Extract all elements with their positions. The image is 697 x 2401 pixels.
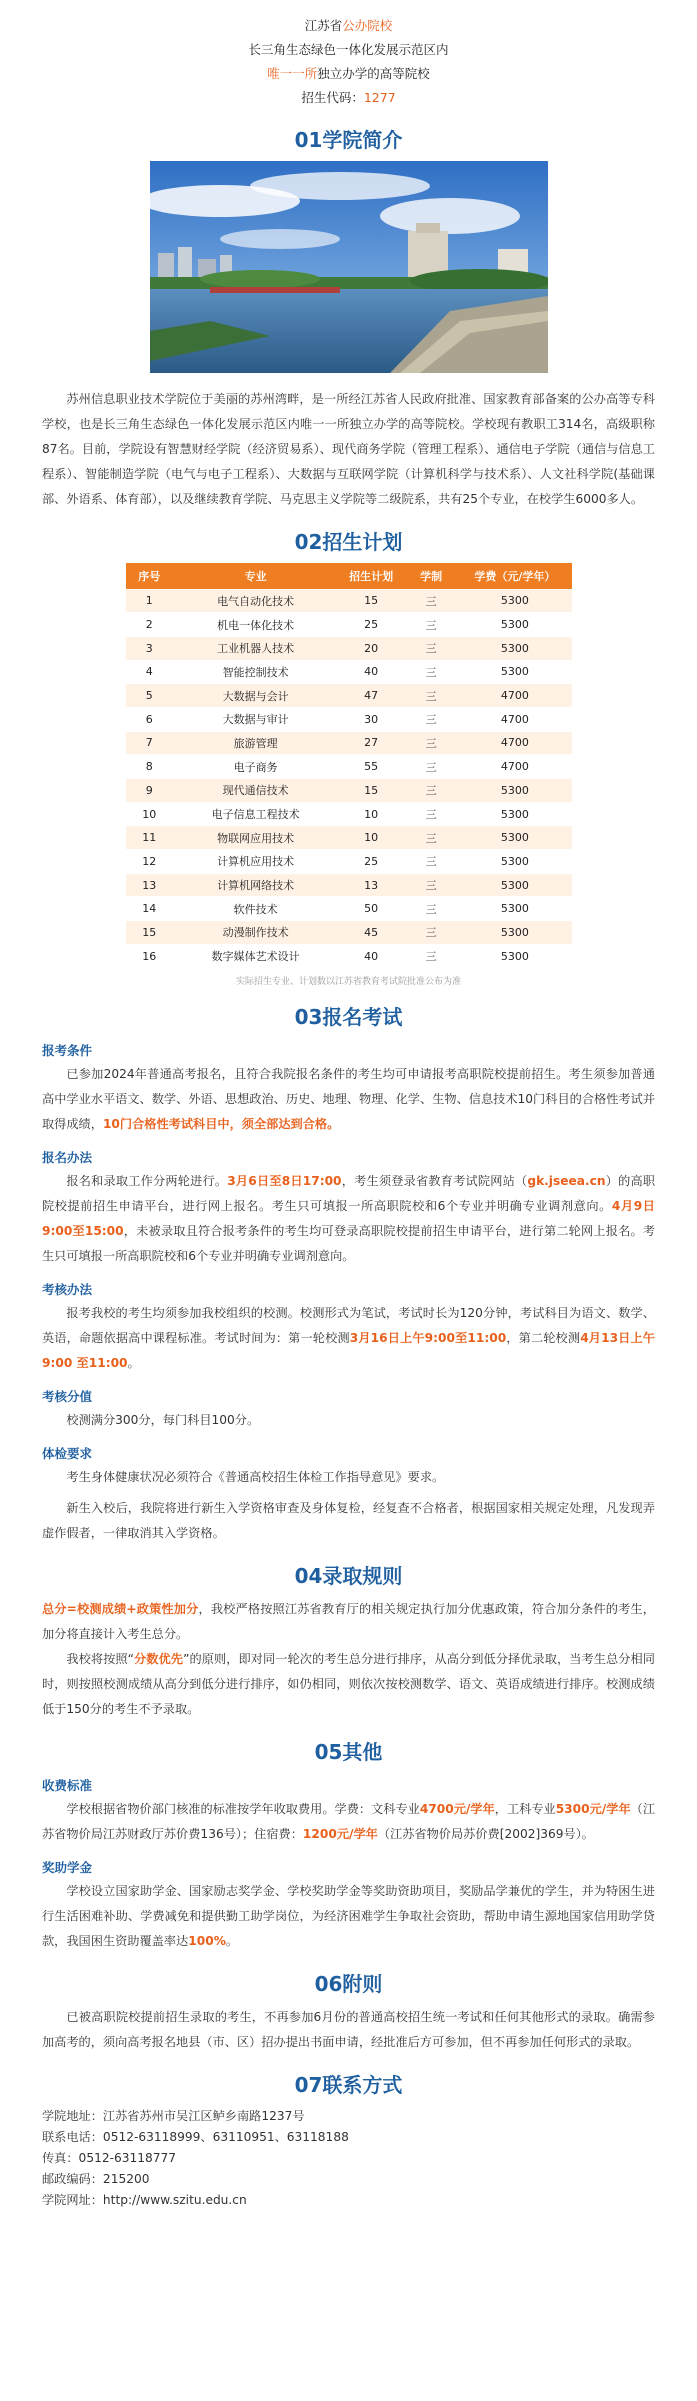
contact-phone: 联系电话：0512-63118999、63110951、63118188 <box>42 2130 349 2144</box>
table-row <box>126 660 572 684</box>
registration-text <box>0 1169 697 1269</box>
table-cell: 三 <box>404 850 458 874</box>
registration-website-link[interactable]: gk.jseea.cn <box>527 1174 606 1188</box>
table-cell: 50 <box>338 897 404 921</box>
column-header: 学制 <box>404 563 458 589</box>
assessment-body: ，第二轮校测 <box>506 1331 581 1345</box>
table-row <box>126 636 572 660</box>
table-cell: 2 <box>126 613 174 637</box>
table-cell: 三 <box>404 613 458 637</box>
contact-block <box>0 2106 697 2211</box>
table-cell: 5300 <box>458 897 571 921</box>
admission-body: 我校将按照“ <box>66 1652 134 1666</box>
column-header: 招生计划 <box>338 563 404 589</box>
registration-date: 3月6日至8日17:00 <box>227 1174 342 1188</box>
table-cell: 10 <box>338 826 404 850</box>
admission-highlight: 分数优先 <box>133 1652 184 1666</box>
score-text: 校测满分300分，每门科目100分。 <box>66 1413 260 1427</box>
table-cell: 三 <box>404 921 458 945</box>
table-row <box>126 826 572 850</box>
campus-photo-illustration <box>150 161 548 373</box>
intro-line-3 <box>0 62 697 86</box>
assessment-date: 3月16日上午9:00至11:00 <box>349 1331 507 1345</box>
table-cell: 5300 <box>458 826 571 850</box>
table-cell: 7 <box>126 731 174 755</box>
fees-body: 学校根据省物价部门核准的标准按学年收取费用。学费：文科专业 <box>66 1802 420 1816</box>
appendix-text: 已被高职院校提前招生录取的考生，不再参加6月份的普通高校招生统一考试和任何其他形式的录取。确需参加高考的，须向高考报名地县（市、区）招办提出书面申请，经批准后方可参加，但不再参加任何形式的录取。 <box>42 2010 655 2049</box>
table-cell: 10 <box>338 802 404 826</box>
registration-body: ，考生须登录省教育考试院网站（ <box>341 1174 528 1188</box>
table-cell: 三 <box>404 802 458 826</box>
table-cell: 计算机网络技术 <box>173 873 338 897</box>
column-header: 学费（元/学年） <box>458 563 571 589</box>
table-cell: 5300 <box>458 636 571 660</box>
college-intro-text: 苏州信息职业技术学院位于美丽的苏州湾畔，是一所经江苏省人民政府批准、国家教育部备案的公办高等专科学校，也是长三角生态绿色一体化发展示范区内唯一一所独立办学的高等院校。学校现有教职工314名，高级职称87名。目前，学院设有智慧财经学院（经济贸易系）、现代商务学院（管理工程系）、通信电子学院（通信与信息工程系）、智能制造学院（电气与电子工程系）、大数据与互联网学院（计算机科学与技术系）、人文社科学院(基础课部、外语系、体育部），以及继续教育学院、马克思主义学院等二级院系，共有25个专业，在校学生6000多人。 <box>42 392 655 506</box>
table-cell: 5300 <box>458 873 571 897</box>
table-cell: 9 <box>126 779 174 803</box>
table-row <box>126 684 572 708</box>
table-cell: 三 <box>404 731 458 755</box>
table-cell: 15 <box>338 779 404 803</box>
subhead-fees: 收费标准 <box>42 1778 93 1793</box>
assessment-body: 报考我校的考生均须参加我校组织的校测。校测形式为笔试，考试时长为120分钟，考试科目为语文、数学、英语，命题依据高中课程标准。考试时间为：第一轮校测 <box>42 1306 655 1345</box>
table-cell: 25 <box>338 850 404 874</box>
table-row <box>126 897 572 921</box>
health-text: 考生身体健康状况必须符合《普通高校招生体检工作指导意见》要求。 <box>66 1470 445 1484</box>
table-cell: 5300 <box>458 850 571 874</box>
table-row <box>126 707 572 731</box>
scholarship-body: 。 <box>225 1934 239 1948</box>
subhead-assessment: 考核办法 <box>42 1282 93 1297</box>
campus-photo <box>150 161 548 373</box>
table-row <box>126 873 572 897</box>
intro-line-1 <box>0 14 697 38</box>
table-row <box>126 944 572 968</box>
table-cell: 47 <box>338 684 404 708</box>
fee-value: 5300元/学年 <box>555 1802 631 1816</box>
table-cell: 物联网应用技术 <box>173 826 338 850</box>
subhead-registration: 报名办法 <box>42 1150 93 1165</box>
table-row <box>126 850 572 874</box>
table-cell: 大数据与会计 <box>173 684 338 708</box>
subhead-health: 体检要求 <box>42 1446 93 1461</box>
table-cell: 5300 <box>458 802 571 826</box>
contact-website[interactable]: 学院网址：http://www.szitu.edu.cn <box>42 2193 247 2207</box>
table-cell: 11 <box>126 826 174 850</box>
admission-body: ，我校严格按照江苏省教育厅的相关规定执行加分优惠政策，符合加分条件的考生，加分将直接计入考生总分。 <box>42 1602 655 1641</box>
registration-body: ）的高职院校提前招生申请平台，进行网上报名。考生只可填报一所高职院校和6个专业并明确专业调剂意向。 <box>42 1174 656 1213</box>
table-cell: 14 <box>126 897 174 921</box>
table-cell: 25 <box>338 613 404 637</box>
intro-line-4 <box>0 86 697 110</box>
table-cell: 机电一体化技术 <box>173 613 338 637</box>
table-cell: 工业机器人技术 <box>173 636 338 660</box>
intro-accent: 公办院校 <box>342 18 393 33</box>
fees-body: ，工科专业 <box>494 1802 556 1816</box>
table-cell: 三 <box>404 755 458 779</box>
contact-zip: 邮政编码：215200 <box>42 2172 150 2186</box>
table-cell: 计算机应用技术 <box>173 850 338 874</box>
enrollment-check-text: 新生入校后，我院将进行新生入学资格审查及身体复检，经复查不合格者，根据国家相关规定处理，凡发现弄虚作假者，一律取消其入学资格。 <box>42 1501 655 1540</box>
table-cell: 三 <box>404 589 458 613</box>
section-title-appendix: 06附则 <box>314 1972 383 1996</box>
table-row <box>126 921 572 945</box>
table-header-row <box>126 563 572 589</box>
table-row <box>126 779 572 803</box>
table-cell: 55 <box>338 755 404 779</box>
conditions-text <box>0 1062 697 1137</box>
table-row <box>126 802 572 826</box>
fees-body: （江苏省物价局江苏财政厅苏价费136号）；住宿费： <box>42 1802 656 1841</box>
registration-body: ，未被录取且符合报考条件的考生均可登录高职院校提前招生申请平台，进行第二轮网上报名。考生只可填报一所高职院校和6个专业并明确专业调剂意向。 <box>42 1224 656 1263</box>
table-cell: 5300 <box>458 589 571 613</box>
table-cell: 3 <box>126 636 174 660</box>
table-cell: 大数据与审计 <box>173 707 338 731</box>
table-cell: 1 <box>126 589 174 613</box>
table-cell: 三 <box>404 707 458 731</box>
table-row <box>126 589 572 613</box>
fees-text <box>0 1797 697 1847</box>
admission-text-1 <box>0 1597 697 1647</box>
table-note: 实际招生专业、计划数以江苏省教育考试院批准公布为准 <box>235 977 461 987</box>
registration-date: 4月9日9:00至15:00 <box>42 1199 655 1238</box>
table-row <box>126 613 572 637</box>
table-cell: 4700 <box>458 755 571 779</box>
section-title-intro: 01学院简介 <box>294 128 403 152</box>
intro-line-2: 长三角生态绿色一体化发展示范区内 <box>248 42 449 57</box>
contact-fax: 传真：0512-63118777 <box>42 2151 177 2165</box>
table-cell: 5 <box>126 684 174 708</box>
table-cell: 16 <box>126 944 174 968</box>
subhead-conditions: 报考条件 <box>42 1043 93 1058</box>
table-cell: 动漫制作技术 <box>173 921 338 945</box>
table-cell: 10 <box>126 802 174 826</box>
table-cell: 5300 <box>458 613 571 637</box>
section-title-admission: 04录取规则 <box>294 1564 403 1588</box>
table-cell: 三 <box>404 779 458 803</box>
table-cell: 电子商务 <box>173 755 338 779</box>
table-cell: 电气自动化技术 <box>173 589 338 613</box>
fees-body: （江苏省物价局苏价费[2002]369号）。 <box>377 1827 594 1841</box>
table-cell: 软件技术 <box>173 897 338 921</box>
table-cell: 4 <box>126 660 174 684</box>
table-cell: 45 <box>338 921 404 945</box>
scholarship-body: 学校设立国家助学金、国家励志奖学金、学校奖助学金等奖助资助项目，奖励品学兼优的学生，并为特困生进行生活困难补助、学费减免和提供勤工助学岗位，为经济困难学生争取社会资助，帮助申请生源地国家信用助学贷款，我国困生资助覆盖率达 <box>42 1884 655 1948</box>
table-cell: 8 <box>126 755 174 779</box>
admission-body: ”的原则，即对同一轮次的考生总分进行排序，从高分到低分择优录取，当考生总分相同时，则按照校测成绩从高分到低分进行排序，如仍相同，则依次按校测数学、语文、英语成绩进行排序。校测成绩低于150分的考生不予录取。 <box>42 1652 655 1716</box>
table-cell: 4700 <box>458 684 571 708</box>
table-cell: 三 <box>404 897 458 921</box>
section-title-exam: 03报名考试 <box>294 1005 403 1029</box>
subhead-score: 考核分值 <box>42 1389 93 1404</box>
table-cell: 三 <box>404 873 458 897</box>
coverage-value: 100% <box>188 1934 226 1948</box>
table-cell: 12 <box>126 850 174 874</box>
enroll-code: 1277 <box>363 90 396 105</box>
column-header: 专业 <box>173 563 338 589</box>
fee-value: 1200元/学年 <box>302 1827 378 1841</box>
conditions-body: 已参加2024年普通高考报名，且符合我院报名条件的考生均可申请报考高职院校提前招生。考生须参加普通高中学业水平语文、数学、外语、思想政治、历史、地理、物理、化学、生物、信息技术10门科目的合格性考试并取得成绩， <box>42 1067 655 1131</box>
table-cell: 13 <box>338 873 404 897</box>
contact-address: 学院地址：江苏省苏州市吴江区鲈乡南路1237号 <box>42 2109 305 2123</box>
table-cell: 13 <box>126 873 174 897</box>
table-cell: 4700 <box>458 707 571 731</box>
scholarship-text <box>0 1879 697 1954</box>
table-cell: 15 <box>338 589 404 613</box>
table-cell: 三 <box>404 636 458 660</box>
assessment-date: 4月13日上午9:00 至11:00 <box>42 1331 655 1370</box>
section-title-contact: 07联系方式 <box>294 2073 403 2097</box>
table-row <box>126 755 572 779</box>
table-cell: 30 <box>338 707 404 731</box>
assessment-text <box>0 1301 697 1376</box>
conditions-highlight: 10门合格性考试科目中，须全部达到合格。 <box>102 1117 340 1131</box>
registration-body: 报名和录取工作分两轮进行。 <box>66 1174 228 1188</box>
table-row <box>126 731 572 755</box>
table-cell: 现代通信技术 <box>173 779 338 803</box>
intro-text: 独立办学的高等院校 <box>317 66 430 81</box>
fee-value: 4700元/学年 <box>419 1802 495 1816</box>
table-cell: 三 <box>404 684 458 708</box>
admission-text-2 <box>0 1647 697 1722</box>
table-cell: 20 <box>338 636 404 660</box>
enrollment-plan-table <box>126 563 572 968</box>
score-formula: 总分=校测成绩+政策性加分 <box>42 1602 199 1616</box>
assessment-body: 。 <box>127 1356 140 1370</box>
table-cell: 三 <box>404 826 458 850</box>
intro-text: 江苏省 <box>304 18 343 33</box>
intro-text: 招生代码： <box>301 90 364 105</box>
table-cell: 5300 <box>458 660 571 684</box>
section-title-plan: 02招生计划 <box>294 530 403 554</box>
table-cell: 电子信息工程技术 <box>173 802 338 826</box>
table-cell: 智能控制技术 <box>173 660 338 684</box>
table-cell: 三 <box>404 660 458 684</box>
column-header: 序号 <box>126 563 174 589</box>
table-cell: 5300 <box>458 779 571 803</box>
subhead-scholarship: 奖助学金 <box>42 1860 93 1875</box>
table-cell: 数字媒体艺术设计 <box>173 944 338 968</box>
table-cell: 15 <box>126 921 174 945</box>
table-cell: 27 <box>338 731 404 755</box>
table-cell: 旅游管理 <box>173 731 338 755</box>
section-title-other: 05其他 <box>314 1740 383 1764</box>
intro-block <box>0 0 697 110</box>
intro-accent: 唯一一所 <box>267 66 318 81</box>
table-cell: 40 <box>338 660 404 684</box>
table-cell: 5300 <box>458 921 571 945</box>
table-cell: 6 <box>126 707 174 731</box>
table-cell: 5300 <box>458 944 571 968</box>
table-cell: 4700 <box>458 731 571 755</box>
table-cell: 40 <box>338 944 404 968</box>
table-cell: 三 <box>404 944 458 968</box>
